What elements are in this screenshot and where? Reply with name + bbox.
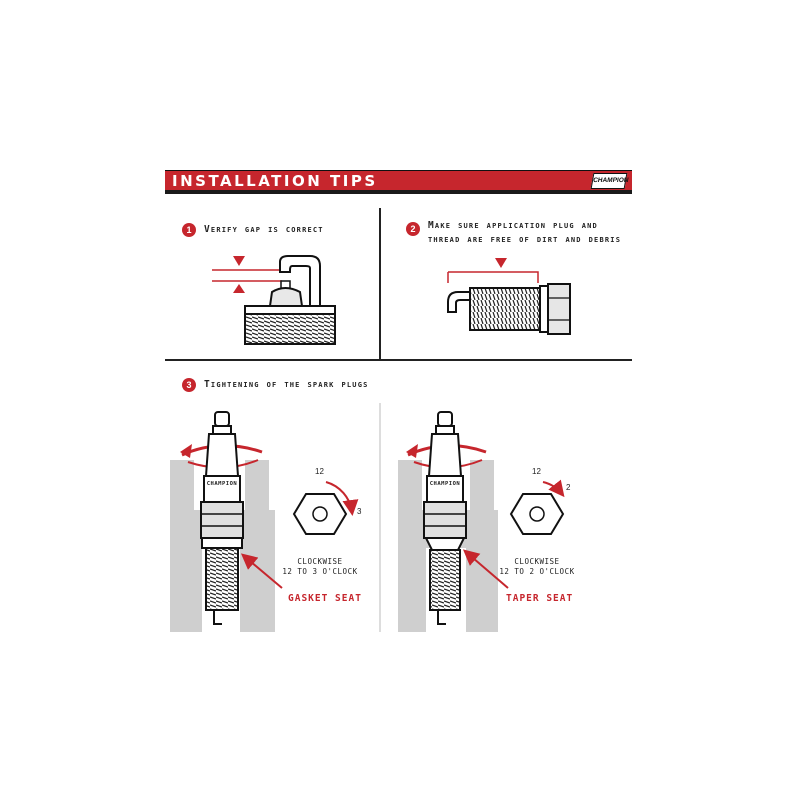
thread-down-arrow: [495, 258, 507, 268]
clock-3-left: 3: [357, 507, 362, 516]
clock-2-right: 2: [566, 483, 571, 492]
gap-plug-illustration: [212, 256, 335, 344]
gasket-seat-label: GASKET SEAT: [288, 593, 362, 604]
step-3-number: 3: [182, 378, 196, 392]
instruction-left-line2: 12 TO 3 O'CLOCK: [282, 567, 358, 576]
plug-brand-right: CHAMPION: [429, 481, 461, 487]
step-2-line1: Make sure application plug and: [428, 220, 598, 231]
plug-brand-left: CHAMPION: [206, 481, 238, 487]
clock-12-right: 12: [532, 467, 541, 476]
gap-up-arrow: [233, 284, 245, 293]
taper-seat-label: TAPER SEAT: [506, 593, 574, 604]
instruction-left-line1: CLOCKWISE: [297, 557, 343, 566]
step-2-line2: thread are free of dirt and debris: [428, 234, 622, 245]
brand-logo: CHAMPION: [591, 173, 628, 189]
instruction-right-line2: 12 TO 2 O'CLOCK: [499, 567, 575, 576]
step-2-number: 2: [406, 222, 420, 236]
instruction-right-line1: CLOCKWISE: [514, 557, 560, 566]
step-1-text: Verify gap is correct: [204, 224, 324, 235]
step-1-number: 1: [182, 223, 196, 237]
gap-down-arrow: [233, 256, 245, 266]
clock-12-left: 12: [315, 467, 324, 476]
clock-arrow-right: [543, 482, 562, 494]
thread-plug-illustration: [448, 258, 570, 334]
step-3-text: Tightening of the spark plugs: [204, 379, 369, 390]
page-title: INSTALLATION TIPS: [172, 172, 378, 190]
